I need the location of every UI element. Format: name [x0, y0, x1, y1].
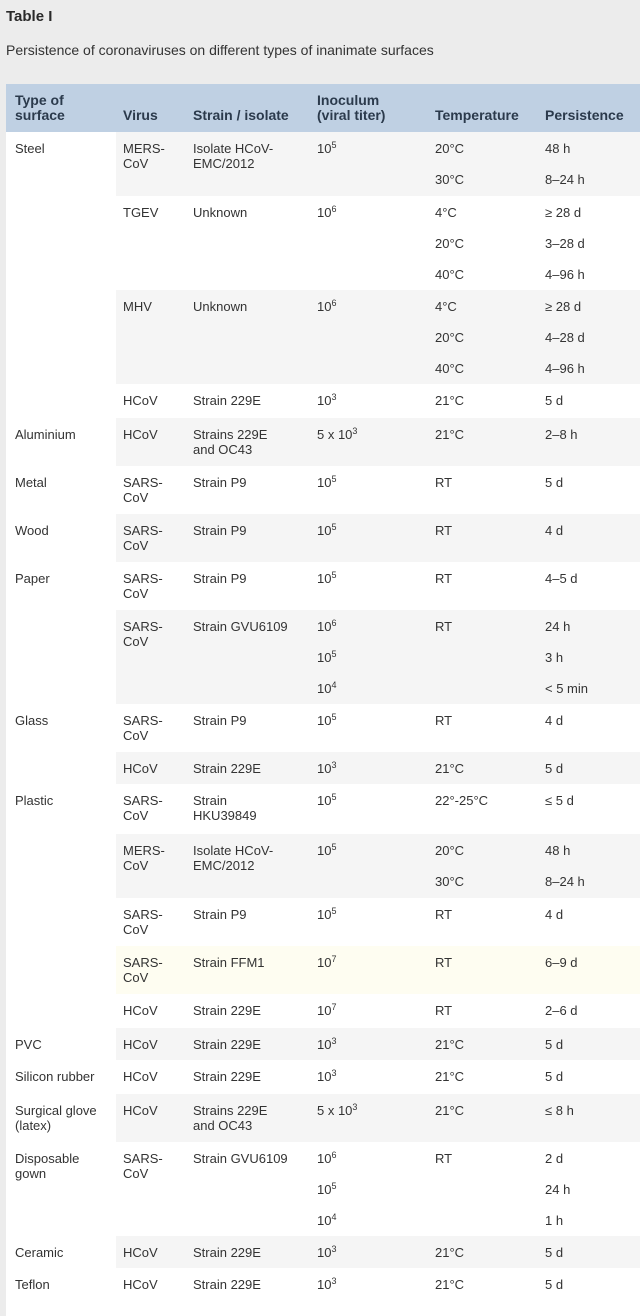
- inoculum-cell: [317, 475, 336, 490]
- persistence-cell: 4 d: [545, 523, 564, 538]
- inoculum-base: 10: [317, 907, 332, 922]
- temperature-cell: RT: [435, 713, 453, 728]
- virus-cell: SARS- CoV: [123, 619, 163, 649]
- persistence-cell: 4–28 d: [545, 330, 585, 345]
- inoculum-cell: [317, 393, 336, 408]
- virus-cell: HCoV: [123, 1103, 158, 1118]
- inoculum-base: 10: [317, 1182, 332, 1197]
- inoculum-cell: [317, 141, 336, 156]
- inoculum-cell: [317, 523, 336, 538]
- inoculum-exponent: 5: [331, 649, 337, 659]
- strain-cell: Strain P9: [193, 907, 247, 922]
- inoculum-cell: [317, 681, 336, 696]
- strain-cell: Strain 229E: [193, 1003, 261, 1018]
- temperature-cell: 21°C: [435, 1245, 465, 1260]
- temperature-cell: 4°C: [435, 299, 457, 314]
- persistence-cell: 5 d: [545, 1277, 564, 1292]
- strain-cell: Strain P9: [193, 523, 247, 538]
- inoculum-exponent: 5: [331, 842, 337, 852]
- table-row: [116, 514, 640, 562]
- temperature-cell: RT: [435, 571, 453, 586]
- inoculum-exponent: 3: [352, 1102, 358, 1112]
- inoculum-base: 10: [317, 205, 332, 220]
- inoculum-base: 10: [317, 1069, 332, 1084]
- temperature-cell: 21°C: [435, 1277, 465, 1292]
- persistence-cell: 3–28 d: [545, 236, 585, 251]
- inoculum-cell: [317, 571, 336, 586]
- strain-cell: Strain 229E: [193, 1245, 261, 1260]
- strain-cell: Strain P9: [193, 713, 247, 728]
- persistence-cell: 4 d: [545, 907, 564, 922]
- persistence-cell: < 5 min: [545, 681, 588, 696]
- virus-cell: SARS- CoV: [123, 955, 163, 985]
- temperature-cell: RT: [435, 907, 453, 922]
- header-persistence: Persistence: [545, 107, 624, 123]
- virus-cell: MHV: [123, 299, 152, 314]
- temperature-cell: RT: [435, 955, 453, 970]
- inoculum-cell: [317, 1213, 336, 1228]
- inoculum-exponent: 5: [331, 712, 337, 722]
- strain-cell: Strain FFM1: [193, 955, 265, 970]
- persistence-cell: 48 h: [545, 843, 571, 858]
- inoculum-base: 10: [317, 955, 332, 970]
- strain-cell: Unknown: [193, 299, 248, 314]
- inoculum-cell: [317, 1151, 336, 1166]
- persistence-cell: 5 d: [545, 761, 564, 776]
- header-strain-isolate: Strain / isolate: [193, 107, 289, 123]
- virus-cell: HCoV: [123, 427, 158, 442]
- persistence-cell: 5 d: [545, 475, 564, 490]
- persistence-cell: 4–5 d: [545, 571, 578, 586]
- persistence-cell: ≤ 5 d: [545, 793, 574, 808]
- inoculum-base: 10: [317, 793, 332, 808]
- temperature-cell: 30°C: [435, 172, 465, 187]
- inoculum-exponent: 3: [331, 1036, 337, 1046]
- virus-cell: SARS- CoV: [123, 571, 163, 601]
- surface-type-cell: Paper: [15, 571, 50, 586]
- strain-cell: Strain 229E: [193, 761, 261, 776]
- inoculum-cell: [317, 793, 336, 808]
- header-temperature: Temperature: [435, 107, 519, 123]
- inoculum-base: 5 x 10: [317, 427, 353, 442]
- virus-cell: SARS- CoV: [123, 523, 163, 553]
- persistence-cell: 2–6 d: [545, 1003, 578, 1018]
- persistence-cell: 5 d: [545, 1069, 564, 1084]
- inoculum-exponent: 5: [331, 570, 337, 580]
- inoculum-base: 10: [317, 571, 332, 586]
- table-panel: [6, 84, 640, 1316]
- surface-type-cell: Teflon: [15, 1277, 50, 1292]
- virus-cell: SARS- CoV: [123, 793, 163, 823]
- surface-type-cell: Plastic: [15, 793, 54, 808]
- strain-cell: Strain GVU6109: [193, 619, 288, 634]
- inoculum-cell: [317, 907, 336, 922]
- inoculum-cell: [317, 1103, 357, 1118]
- surface-type-cell: Aluminium: [15, 427, 76, 442]
- inoculum-cell: [317, 713, 336, 728]
- inoculum-cell: [317, 650, 336, 665]
- inoculum-cell: [317, 1069, 336, 1084]
- virus-cell: SARS- CoV: [123, 1151, 163, 1181]
- persistence-cell: 8–24 h: [545, 874, 585, 889]
- strain-cell: Strain P9: [193, 475, 247, 490]
- inoculum-exponent: 5: [331, 792, 337, 802]
- strain-cell: Strain 229E: [193, 1277, 261, 1292]
- inoculum-base: 10: [317, 650, 332, 665]
- temperature-cell: 20°C: [435, 236, 465, 251]
- surface-type-cell: Metal: [15, 475, 47, 490]
- inoculum-exponent: 4: [331, 1212, 337, 1222]
- strain-cell: Strain P9: [193, 571, 247, 586]
- inoculum-base: 10: [317, 1003, 332, 1018]
- strain-cell: Strain 229E: [193, 1069, 261, 1084]
- persistence-cell: 2 d: [545, 1151, 564, 1166]
- virus-cell: HCoV: [123, 1003, 158, 1018]
- temperature-cell: RT: [435, 475, 453, 490]
- inoculum-exponent: 6: [331, 1150, 337, 1160]
- persistence-cell: 24 h: [545, 619, 571, 634]
- inoculum-exponent: 4: [331, 680, 337, 690]
- virus-cell: SARS- CoV: [123, 907, 163, 937]
- strain-cell: Strains 229E and OC43: [193, 427, 268, 457]
- persistence-cell: 4–96 h: [545, 361, 585, 376]
- virus-cell: SARS- CoV: [123, 475, 163, 505]
- inoculum-exponent: 3: [331, 392, 337, 402]
- persistence-cell: 4 d: [545, 713, 564, 728]
- surface-type-cell: Silicon rubber: [15, 1069, 95, 1084]
- header-virus: Virus: [123, 107, 158, 123]
- virus-cell: MERS- CoV: [123, 141, 165, 171]
- inoculum-exponent: 6: [331, 204, 337, 214]
- inoculum-base: 10: [317, 475, 332, 490]
- persistence-cell: ≤ 8 h: [545, 1103, 574, 1118]
- temperature-cell: 4°C: [435, 205, 457, 220]
- surface-type-cell: Glass: [15, 713, 49, 728]
- persistence-cell: 5 d: [545, 1245, 564, 1260]
- inoculum-base: 10: [317, 1245, 332, 1260]
- surface-type-cell: Wood: [15, 523, 49, 538]
- surface-type-cell: Ceramic: [15, 1245, 64, 1260]
- temperature-cell: RT: [435, 619, 453, 634]
- inoculum-base: 10: [317, 761, 332, 776]
- inoculum-base: 10: [317, 523, 332, 538]
- temperature-cell: 40°C: [435, 267, 465, 282]
- inoculum-exponent: 3: [331, 1276, 337, 1286]
- inoculum-cell: [317, 619, 336, 634]
- strain-cell: Strains 229E and OC43: [193, 1103, 268, 1133]
- inoculum-base: 10: [317, 1037, 332, 1052]
- persistence-cell: 8–24 h: [545, 172, 585, 187]
- persistence-cell: 5 d: [545, 1037, 564, 1052]
- temperature-cell: 21°C: [435, 427, 465, 442]
- inoculum-exponent: 3: [331, 1068, 337, 1078]
- persistence-cell: 24 h: [545, 1182, 571, 1197]
- inoculum-exponent: 5: [331, 474, 337, 484]
- inoculum-cell: [317, 1277, 336, 1292]
- persistence-cell: ≥ 28 d: [545, 205, 582, 220]
- persistence-cell: 3 h: [545, 650, 564, 665]
- inoculum-base: 10: [317, 299, 332, 314]
- header-inoculum: Inoculum (viral titer): [317, 92, 386, 123]
- inoculum-cell: [317, 427, 357, 442]
- virus-cell: TGEV: [123, 205, 159, 220]
- inoculum-exponent: 6: [331, 298, 337, 308]
- temperature-cell: RT: [435, 1003, 453, 1018]
- temperature-cell: 20°C: [435, 330, 465, 345]
- surface-type-cell: Disposable gown: [15, 1151, 80, 1181]
- temperature-cell: RT: [435, 1151, 453, 1166]
- inoculum-exponent: 5: [331, 522, 337, 532]
- strain-cell: Isolate HCoV- EMC/2012: [193, 843, 274, 873]
- inoculum-cell: [317, 1037, 336, 1052]
- inoculum-base: 10: [317, 843, 332, 858]
- virus-cell: HCoV: [123, 1037, 158, 1052]
- table-row: [116, 946, 640, 994]
- inoculum-base: 5 x 10: [317, 1103, 353, 1118]
- persistence-cell: 48 h: [545, 141, 571, 156]
- inoculum-exponent: 5: [331, 140, 337, 150]
- inoculum-exponent: 5: [331, 1181, 337, 1191]
- table-title: Table I: [6, 8, 53, 25]
- virus-cell: HCoV: [123, 1245, 158, 1260]
- inoculum-cell: [317, 1182, 336, 1197]
- temperature-cell: RT: [435, 523, 453, 538]
- surface-type-cell: Surgical glove (latex): [15, 1103, 97, 1133]
- inoculum-exponent: 6: [331, 618, 337, 628]
- persistence-cell: ≥ 28 d: [545, 299, 582, 314]
- strain-cell: Unknown: [193, 205, 248, 220]
- temperature-cell: 40°C: [435, 361, 465, 376]
- inoculum-exponent: 3: [331, 760, 337, 770]
- persistence-cell: 6–9 d: [545, 955, 578, 970]
- virus-cell: HCoV: [123, 393, 158, 408]
- table-header-row: [6, 84, 640, 132]
- header-type-of-surface: Type of surface: [15, 92, 65, 123]
- persistence-cell: 4–96 h: [545, 267, 585, 282]
- persistence-cell: 1 h: [545, 1213, 564, 1228]
- inoculum-base: 10: [317, 681, 332, 696]
- temperature-cell: 21°C: [435, 1069, 465, 1084]
- table-caption: Persistence of coronaviruses on different types of inanimate surfaces: [6, 42, 434, 58]
- virus-cell: SARS- CoV: [123, 713, 163, 743]
- virus-cell: HCoV: [123, 1069, 158, 1084]
- temperature-cell: 21°C: [435, 393, 465, 408]
- inoculum-cell: [317, 1003, 336, 1018]
- persistence-cell: 2–8 h: [545, 427, 578, 442]
- temperature-cell: 21°C: [435, 761, 465, 776]
- temperature-cell: 30°C: [435, 874, 465, 889]
- inoculum-exponent: 3: [352, 426, 358, 436]
- inoculum-cell: [317, 1245, 336, 1260]
- temperature-cell: 21°C: [435, 1103, 465, 1118]
- inoculum-base: 10: [317, 393, 332, 408]
- inoculum-base: 10: [317, 1213, 332, 1228]
- surface-type-cell: Steel: [15, 141, 45, 156]
- inoculum-cell: [317, 205, 336, 220]
- inoculum-exponent: 7: [331, 1002, 337, 1012]
- temperature-cell: 22°-25°C: [435, 793, 489, 808]
- inoculum-exponent: 3: [331, 1244, 337, 1254]
- inoculum-base: 10: [317, 619, 332, 634]
- virus-cell: MERS- CoV: [123, 843, 165, 873]
- strain-cell: Strain HKU39849: [193, 793, 257, 823]
- inoculum-exponent: 7: [331, 954, 337, 964]
- strain-cell: Isolate HCoV- EMC/2012: [193, 141, 274, 171]
- inoculum-base: 10: [317, 1151, 332, 1166]
- inoculum-base: 10: [317, 141, 332, 156]
- temperature-cell: 20°C: [435, 141, 465, 156]
- strain-cell: Strain 229E: [193, 1037, 261, 1052]
- inoculum-base: 10: [317, 713, 332, 728]
- persistence-cell: 5 d: [545, 393, 564, 408]
- inoculum-exponent: 5: [331, 906, 337, 916]
- inoculum-cell: [317, 761, 336, 776]
- temperature-cell: 20°C: [435, 843, 465, 858]
- surface-type-cell: PVC: [15, 1037, 42, 1052]
- temperature-cell: 21°C: [435, 1037, 465, 1052]
- inoculum-cell: [317, 299, 336, 314]
- inoculum-cell: [317, 843, 336, 858]
- strain-cell: Strain GVU6109: [193, 1151, 288, 1166]
- virus-cell: HCoV: [123, 761, 158, 776]
- strain-cell: Strain 229E: [193, 393, 261, 408]
- inoculum-cell: [317, 955, 336, 970]
- virus-cell: HCoV: [123, 1277, 158, 1292]
- inoculum-base: 10: [317, 1277, 332, 1292]
